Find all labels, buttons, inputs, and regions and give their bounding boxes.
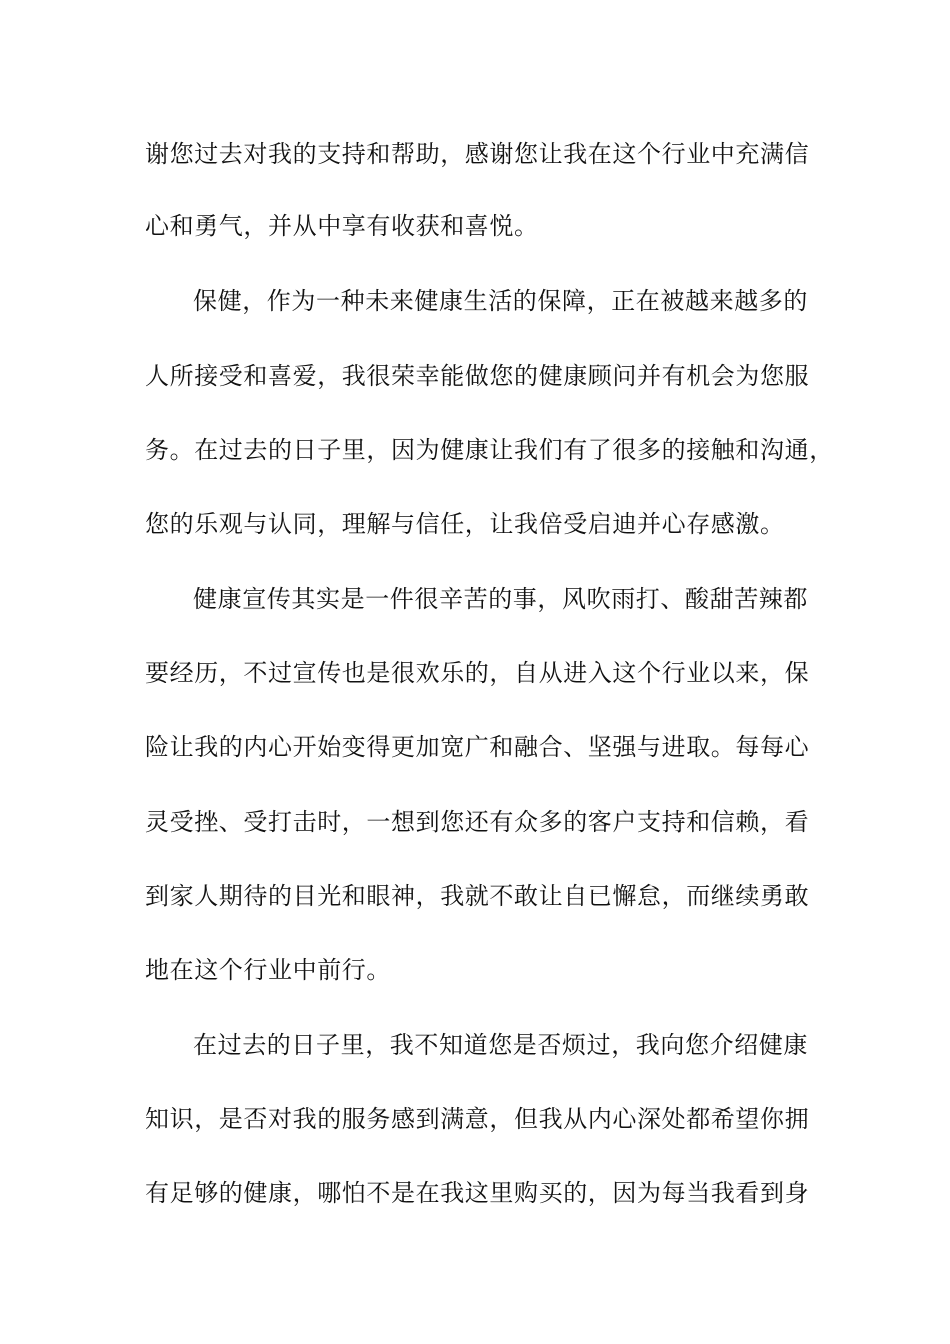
text-line: 心和勇气，并从中享有收获和喜悦。 (145, 212, 539, 240)
text-line: 要经历，不过宣传也是很欢乐的，自从进入这个行业以来，保 (145, 659, 810, 687)
text-line: 务。在过去的日子里，因为健康让我们有了很多的接触和沟通， (145, 436, 834, 464)
text-line: 知识，是否对我的服务感到满意，但我从内心深处都希望你拥 (145, 1105, 810, 1133)
paragraph-first-line: 在过去的日子里，我不知道您是否烦过，我向您介绍健康 (193, 1031, 808, 1059)
text-line: 地在这个行业中前行。 (145, 956, 391, 984)
paragraph-first-line: 保健，作为一种未来健康生活的保障，正在被越来越多的 (193, 287, 808, 315)
text-line: 人所接受和喜爱，我很荣幸能做您的健康顾问并有机会为您服 (145, 362, 810, 390)
text-line: 您的乐观与认同，理解与信任，让我倍受启迪并心存感激。 (145, 510, 785, 538)
text-line: 险让我的内心开始变得更加宽广和融合、坚强与进取。每每心 (145, 733, 810, 761)
text-line: 有足够的健康，哪怕不是在我这里购买的，因为每当我看到身 (145, 1179, 810, 1207)
text-line: 谢您过去对我的支持和帮助，感谢您让我在这个行业中充满信 (145, 140, 810, 168)
text-line: 灵受挫、受打击时，一想到您还有众多的客户支持和信赖，看 (145, 808, 810, 836)
text-line: 到家人期待的目光和眼神，我就不敢让自已懈怠，而继续勇敢 (145, 882, 810, 910)
paragraph-first-line: 健康宣传其实是一件很辛苦的事，风吹雨打、酸甜苦辣都 (193, 585, 808, 613)
